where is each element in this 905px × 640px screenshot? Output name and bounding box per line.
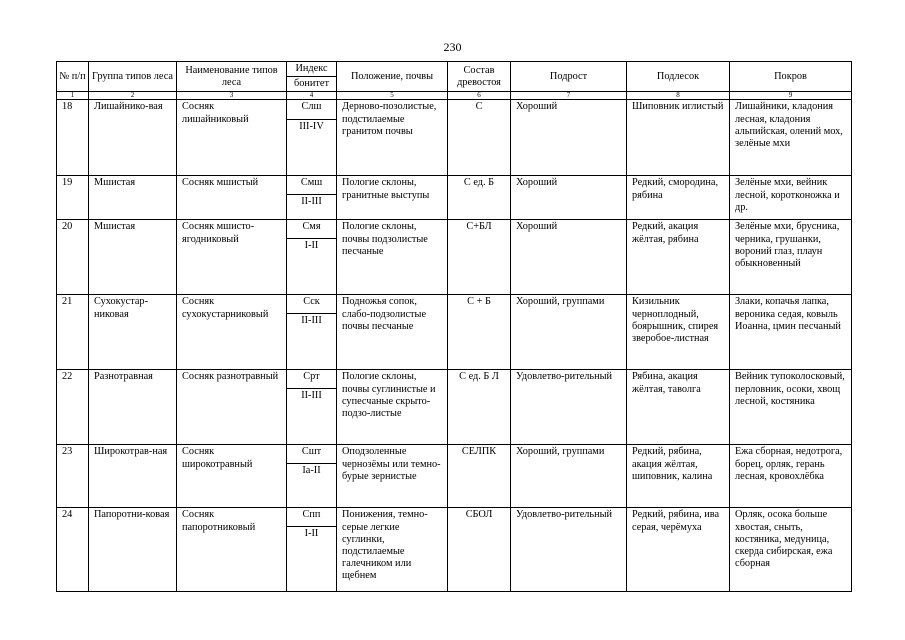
cell-group: Папоротни-ковая (89, 508, 177, 592)
column-number: 8 (627, 92, 730, 100)
column-number: 6 (448, 92, 511, 100)
cell-bonitet: II-III (287, 314, 337, 370)
cell-composition: С ед. Б Л (448, 370, 511, 445)
cell-composition: СБОЛ (448, 508, 511, 592)
cell-index: Сск (287, 295, 337, 314)
column-number: 1 (57, 92, 89, 100)
table-body (57, 100, 852, 592)
cell-underwood: Редкий, рябина, акация жёлтая, шиповник, калина (627, 445, 730, 508)
cell-num: 24 (57, 508, 89, 592)
cell-undergrowth: Хороший, группами (511, 445, 627, 508)
cell-num: 19 (57, 176, 89, 220)
cell-name: Сосняк широкотравный (177, 445, 287, 508)
cell-name: Сосняк мшистый (177, 176, 287, 220)
cell-cover: Орляк, осока больше хвостая, сныть, костяника, медуница, скерда сибирская, ежа сборная (730, 508, 852, 592)
cell-num: 20 (57, 220, 89, 295)
cell-composition: С (448, 100, 511, 176)
header-name: Наименование типов леса (177, 62, 287, 92)
cell-undergrowth: Хороший (511, 176, 627, 220)
cell-undergrowth: Хороший, группами (511, 295, 627, 370)
column-number: 9 (730, 92, 852, 100)
cell-bonitet: III-IV (287, 120, 337, 176)
header-position: Положение, почвы (337, 62, 448, 92)
header-group: Группа типов леса (89, 62, 177, 92)
column-number: 7 (511, 92, 627, 100)
cell-position: Понижения, темно-серые легкие суглинки, подстилаемые галечником или щебнем (337, 508, 448, 592)
cell-bonitet: I-II (287, 239, 337, 295)
cell-underwood: Редкий, акация жёлтая, рябина (627, 220, 730, 295)
cell-bonitet: II-III (287, 195, 337, 220)
cell-position: Оподзоленные чернозёмы или темно-бурые зернистые (337, 445, 448, 508)
cell-group: Сухокустар-никовая (89, 295, 177, 370)
page-number: 230 (443, 40, 462, 54)
cell-num: 22 (57, 370, 89, 445)
cell-undergrowth: Хороший (511, 220, 627, 295)
cell-cover: Вейник тупоколосковый, перловник, осоки, хвощ лесной, костяника (730, 370, 852, 445)
table-row (57, 370, 852, 389)
cell-cover: Зелёные мхи, брусника, черника, грушанки, вороний глаз, плаун обыкновенный (730, 220, 852, 295)
cell-name: Сосняк лишайниковый (177, 100, 287, 176)
header-underwood: Подлесок (627, 62, 730, 92)
cell-num: 21 (57, 295, 89, 370)
header-undergrowth: Подрост (511, 62, 627, 92)
cell-composition: С ед. Б (448, 176, 511, 220)
cell-undergrowth: Удовлетво-рительный (511, 370, 627, 445)
cell-index: Смш (287, 176, 337, 195)
cell-position: Пологие склоны, почвы суглинистые и супесчаные скрыто-подзо-листые (337, 370, 448, 445)
header-composition: Состав древостоя (448, 62, 511, 92)
cell-bonitet: I-II (287, 527, 337, 592)
cell-undergrowth: Хороший (511, 100, 627, 176)
cell-undergrowth: Удовлетво-рительный (511, 508, 627, 592)
cell-bonitet: Ia-II (287, 464, 337, 508)
column-number: 4 (287, 92, 337, 100)
cell-index: Срт (287, 370, 337, 389)
cell-name: Сосняк мшисто-ягодниковый (177, 220, 287, 295)
cell-cover: Злаки, копачья лапка, вероника седая, ковыль Иоанна, цмин песчаный (730, 295, 852, 370)
cell-composition: С + Б (448, 295, 511, 370)
column-number-row (57, 92, 852, 100)
cell-underwood: Рябина, акация жёлтая, таволга (627, 370, 730, 445)
cell-cover: Зелёные мхи, вейник лесной, коротконожка и др. (730, 176, 852, 220)
header-bonitet: бонитет (287, 77, 337, 92)
cell-index: Спп (287, 508, 337, 527)
table-row (57, 295, 852, 314)
cell-group: Лишайнико-вая (89, 100, 177, 176)
cell-index: Слш (287, 100, 337, 120)
table-row (57, 445, 852, 464)
header-cover: Покров (730, 62, 852, 92)
cell-composition: С+БЛ (448, 220, 511, 295)
cell-position: Подножья сопок, слабо-подзолистые почвы песчаные (337, 295, 448, 370)
cell-cover: Лишайники, кладония лесная, кладония альпийская, олений мох, зелёные мхи (730, 100, 852, 176)
cell-index: Сшт (287, 445, 337, 464)
cell-index: Смя (287, 220, 337, 239)
column-number: 3 (177, 92, 287, 100)
header-index: Индекс (287, 62, 337, 77)
cell-underwood: Кизильник черноплодный, боярышник, спирея зверобое-листная (627, 295, 730, 370)
table-row (57, 176, 852, 195)
cell-composition: СЕЛПК (448, 445, 511, 508)
cell-group: Мшистая (89, 176, 177, 220)
cell-underwood: Шиповник иглистый (627, 100, 730, 176)
header-num: № п/п (57, 62, 89, 92)
table-row (57, 100, 852, 120)
table-row (57, 220, 852, 239)
cell-name: Сосняк разнотравный (177, 370, 287, 445)
cell-group: Широкотрав-ная (89, 445, 177, 508)
column-number: 5 (337, 92, 448, 100)
cell-underwood: Редкий, рябина, ива серая, черёмуха (627, 508, 730, 592)
header-row (57, 62, 852, 77)
cell-position: Дерново-позолистые, подстилаемые гранитом почвы (337, 100, 448, 176)
table-row (57, 508, 852, 527)
cell-num: 23 (57, 445, 89, 508)
cell-bonitet: II-III (287, 389, 337, 445)
cell-position: Пологие склоны, почвы подзолистые песчаные (337, 220, 448, 295)
cell-cover: Ежа сборная, недотрога, борец, орляк, герань лесная, кровохлёбка (730, 445, 852, 508)
cell-group: Мшистая (89, 220, 177, 295)
forest-types-table (56, 61, 852, 592)
cell-position: Пологие склоны, гранитные выступы (337, 176, 448, 220)
cell-name: Сосняк сухокустарниковый (177, 295, 287, 370)
cell-num: 18 (57, 100, 89, 176)
cell-underwood: Редкий, смородина, рябина (627, 176, 730, 220)
cell-group: Разнотравная (89, 370, 177, 445)
cell-name: Сосняк папоротниковый (177, 508, 287, 592)
column-number: 2 (89, 92, 177, 100)
